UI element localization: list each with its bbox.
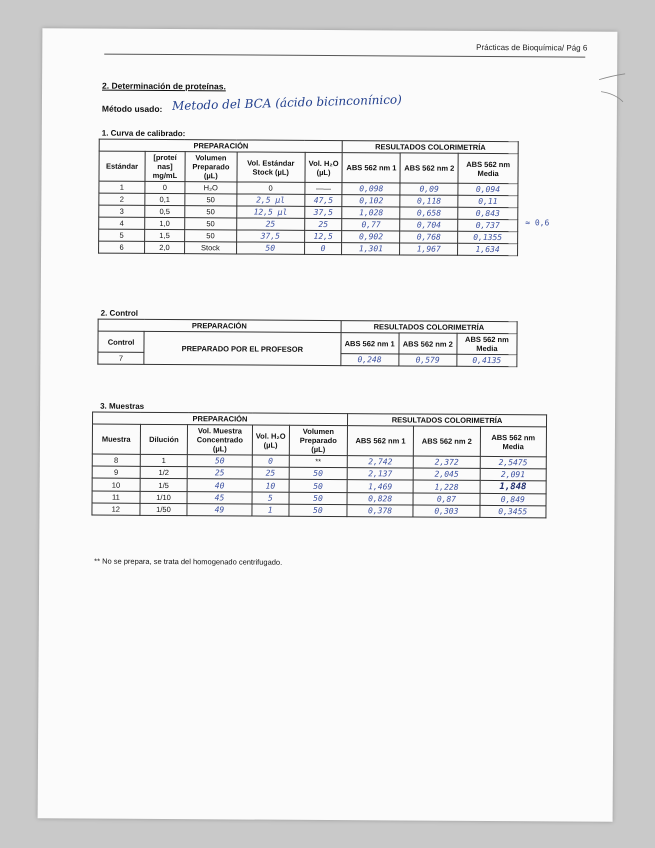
cell: 1,028 [342,207,400,219]
cell: 0,902 [342,231,400,243]
cell: 0,704 [400,219,458,231]
col-header: ABS 562 nm Media [457,333,517,354]
cell: 50 [184,230,236,242]
cell: 0,579 [399,354,457,366]
cell: 2,091 [480,468,546,480]
cell: 10 [252,479,289,492]
cell: 37,5 [304,206,342,218]
cell: Stock [184,242,236,254]
cell: 2 [99,193,145,205]
col-header: ABS 562 nm 1 [341,333,399,354]
method-handwritten-value: Metodo del BCA (ácido bicinconínico) [171,92,403,114]
col-header: Vol. Muestra Concentrado (µL) [188,425,252,455]
cell: 0,4135 [457,354,517,366]
col-header: ABS 562 nm Media [480,426,547,456]
cell: 0,849 [480,493,546,505]
cell: 1,634 [458,243,518,255]
col-header: ABS 562 nm Media [458,153,518,183]
col-header: Muestra [92,424,140,454]
cell: 40 [187,479,251,492]
document-page [38,28,618,821]
table2-title: 2. Control [100,308,139,318]
cell: 2,5 µl [237,194,305,206]
cell: 37,5 [236,230,304,242]
col-header: Estándar [99,151,145,181]
cell: 7 [98,352,144,364]
results-group-header: RESULTADOS COLORIMETRÍA [343,141,519,154]
cell: 25 [188,467,252,479]
col-header: Volumen Preparado (µL) [185,152,237,182]
page-header: Prácticas de Bioquímica/ Pág 6 [476,42,588,53]
method-label: Método usado: [101,103,163,114]
cell: 50 [289,467,347,479]
cell: 50 [185,206,237,218]
header-divider [104,54,585,58]
col-header: ABS 562 nm 1 [347,426,414,456]
pen-mark-decoration [597,72,627,112]
cell: 0 [145,181,185,193]
calibration-table [98,139,519,257]
cell: 0,118 [400,195,458,207]
cell: 0,1355 [458,231,518,243]
col-header: Vol. Estándar Stock (µL) [237,152,305,182]
cell: 50 [289,492,347,504]
cell: 10 [92,478,140,491]
table1-title: 1. Curva de calibrado: [101,128,186,139]
cell: 25 [304,218,342,230]
cell: 0,11 [458,195,518,207]
cell: 0,248 [340,354,398,366]
results-group-header: RESULTADOS COLORIMETRÍA [347,414,546,427]
table3-title: 3. Muestras [100,401,145,411]
cell: 0 [237,182,305,194]
cell: 1 [99,181,145,193]
section-title: 2. Determinación de proteínas. [102,80,226,92]
cell: 50 [185,218,237,230]
cell: H₂O [185,182,237,194]
cell: 1/2 [140,466,188,478]
table-row [92,503,546,518]
margin-annotation: ≈ 0,6 [525,218,550,228]
cell: 0,094 [458,183,518,195]
col-header: [proteí nas] mg/mL [145,151,185,181]
cell: 0 [252,455,289,467]
cell: 50 [289,504,347,516]
cell: 47,5 [304,194,342,206]
col-header: Volumen Preparado (µL) [289,425,347,455]
footnote: ** No se prepara, se trata del homogenado centrifugado. [94,556,283,567]
col-header: Vol. H₂O (µL) [252,425,289,455]
samples-table [91,412,547,519]
cell: 11 [92,491,140,503]
cell: 50 [236,242,304,254]
cell: 0,098 [342,183,400,195]
col-header: ABS 562 nm 2 [400,153,458,183]
cell: 5 [252,492,289,504]
cell: 1/5 [140,478,188,491]
col-header: ABS 562 nm 1 [342,153,400,183]
cell: 12,5 [304,230,342,242]
cell: 0 [304,242,342,254]
cell: 3 [99,205,145,217]
cell: 50 [185,194,237,206]
cell: 1 [252,504,289,516]
cell: 1,848 [480,480,546,493]
cell: 2,5475 [480,456,546,468]
cell: 4 [99,217,145,229]
cell: 12 [92,503,140,515]
cell: 25 [252,467,289,479]
cell: 0,658 [400,207,458,219]
cell: 0,09 [400,183,458,195]
col-header: ABS 562 nm 2 [399,333,457,354]
prep-note: PREPARADO POR EL PROFESOR [144,331,341,365]
cell: 0,843 [458,207,518,219]
cell: 49 [187,504,251,516]
cell: 1 [140,454,188,466]
cell: 0,1 [145,193,185,205]
cell: 5 [99,229,145,241]
cell: 0,378 [347,505,413,517]
results-group-header: RESULTADOS COLORIMETRÍA [341,321,517,334]
cell: 1,228 [413,480,479,493]
cell: 0,768 [400,231,458,243]
prep-group-header: PREPARACIÓN [99,139,343,152]
cell: 0,87 [413,493,479,505]
prep-group-header: PREPARACIÓN [98,319,341,332]
cell: —— [304,182,342,194]
table-row [99,241,518,256]
col-header: Vol. H₂O (µL) [305,152,343,182]
cell: 50 [188,455,252,467]
cell: 12,5 µl [237,206,305,218]
cell: 2,372 [414,456,480,468]
cell: 1,469 [347,480,413,493]
cell: 9 [92,466,140,478]
cell: 0,3455 [480,505,546,517]
col-header: Dilución [140,424,188,454]
cell: 1/10 [140,491,188,503]
cell: 1,967 [400,243,458,255]
cell: 0,5 [145,205,185,217]
cell: 0,828 [347,493,413,505]
cell: 2,742 [347,456,413,468]
col-header: ABS 562 nm 2 [414,426,481,456]
cell: 2,137 [347,468,413,480]
cell: 2,045 [413,468,479,480]
cell: 0,77 [342,219,400,231]
cell: 25 [236,218,304,230]
cell: 1,5 [145,229,185,241]
cell: 1/50 [140,503,188,515]
cell: 2,0 [144,241,184,253]
prep-group-header: PREPARACIÓN [93,412,348,426]
control-table [97,319,517,368]
cell: 45 [187,492,251,504]
cell: ** [289,455,347,467]
cell: 0,102 [342,195,400,207]
cell: 0,303 [413,505,479,517]
cell: 1,301 [342,243,400,255]
cell: 0,737 [458,219,518,231]
cell: 50 [289,479,347,492]
col-header: Control [98,331,144,352]
cell: 8 [92,454,140,466]
cell: 6 [99,241,145,253]
cell: 1,0 [145,217,185,229]
